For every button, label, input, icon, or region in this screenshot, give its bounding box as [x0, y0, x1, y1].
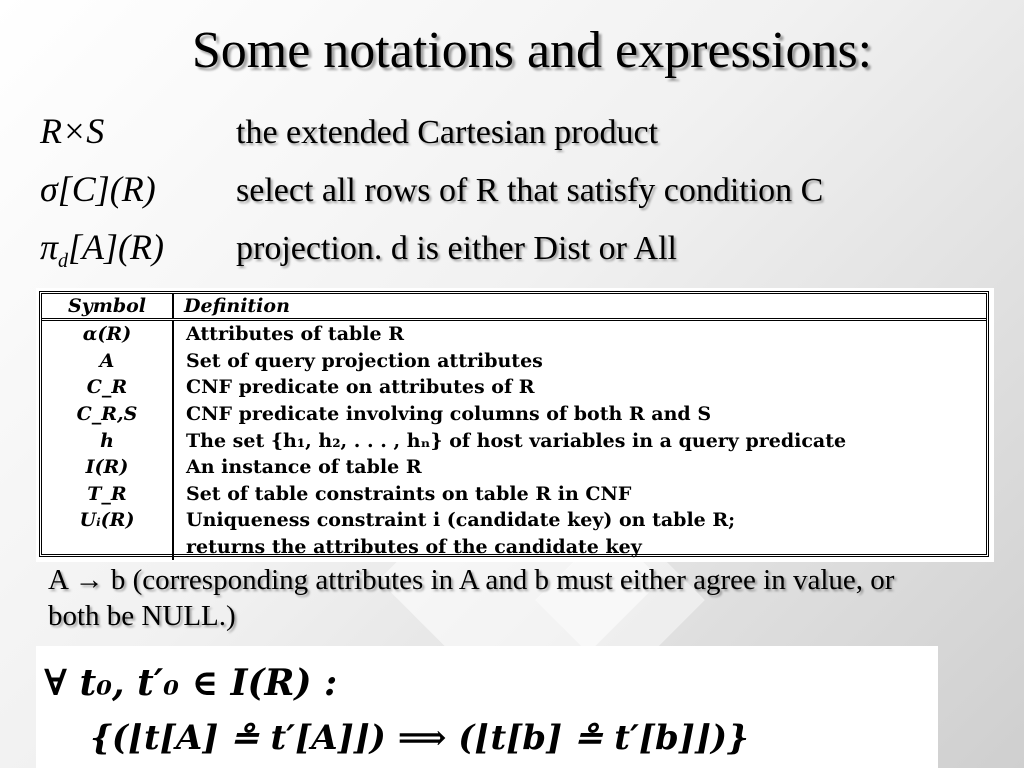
table-row [42, 507, 986, 534]
notation-expression: R×S [40, 111, 105, 151]
notation-description: the extended Cartesian product [236, 114, 659, 151]
definition-cell: Set of table constraints on table R in CNF [186, 482, 632, 505]
symbol-cell: I(R) [42, 454, 173, 481]
symbol-cell: A [42, 348, 173, 375]
definition-cell: returns the attributes of the candidate key [186, 536, 642, 559]
symbol-table [42, 294, 986, 560]
symbol-cell: Uᵢ(R) [42, 507, 173, 534]
symbol-cell: C_R [42, 374, 173, 401]
formula-image [36, 646, 938, 768]
symbol-cell: α(R) [42, 320, 173, 348]
table-row [42, 401, 986, 428]
symbol-cell [42, 534, 173, 561]
table-row [42, 534, 986, 561]
notation-description: projection. d is either Dist or All [236, 230, 677, 267]
column-header-definition: Definition [173, 294, 986, 320]
table-row [42, 374, 986, 401]
definition-cell: The set {h₁, h₂, . . . , hₙ} of host variables in a query predicate [186, 429, 847, 452]
notation-description: select all rows of R that satisfy condition C [236, 172, 824, 209]
table-row [42, 320, 986, 348]
notation-expression-pi: π [40, 227, 59, 267]
symbol-cell: h [42, 427, 173, 454]
definition-cell: CNF predicate involving columns of both R and S [186, 403, 712, 426]
symbol-cell: T_R [42, 481, 173, 508]
notation-expression-rest: [A](R) [68, 227, 165, 267]
symbol-cell: C_R,S [42, 401, 173, 428]
notation-expression [40, 226, 164, 273]
table-row [42, 348, 986, 375]
notation-expression: σ[C](R) [40, 169, 156, 209]
notation-row-select [40, 168, 1000, 218]
notation-row-projection [40, 226, 1000, 276]
table-row [42, 481, 986, 508]
column-header-symbol: Symbol [42, 294, 173, 320]
definition-cell: Attributes of table R [186, 323, 405, 346]
formula-line-implication: {(⌊t[A] ≗ t′[A]⌋) ⟹ (⌊t[b] ≗ t′[b]⌋)} [90, 718, 749, 758]
definition-cell: CNF predicate on attributes of R [186, 376, 535, 399]
slide-title: Some notations and expressions: [191, 22, 873, 79]
table-header-row [42, 294, 986, 320]
notation-row-product [40, 110, 1000, 160]
definition-cell: An instance of table R [186, 456, 422, 479]
formula-line-quantifier: ∀ t₀, t′₀ ∈ I(R) : [44, 662, 338, 704]
functional-dependency-text: A → b (corresponding attributes in A and b must either agree in value, or both be NULL.) [48, 564, 895, 632]
symbol-table-image [36, 288, 994, 562]
definition-cell: Set of query projection attributes [186, 349, 543, 372]
notation-expression-subscript: d [58, 250, 69, 273]
symbol-table-frame [39, 291, 989, 557]
table-row [42, 427, 986, 454]
table-row [42, 454, 986, 481]
definition-cell: Uniqueness constraint i (candidate key) on table R; [186, 509, 736, 532]
